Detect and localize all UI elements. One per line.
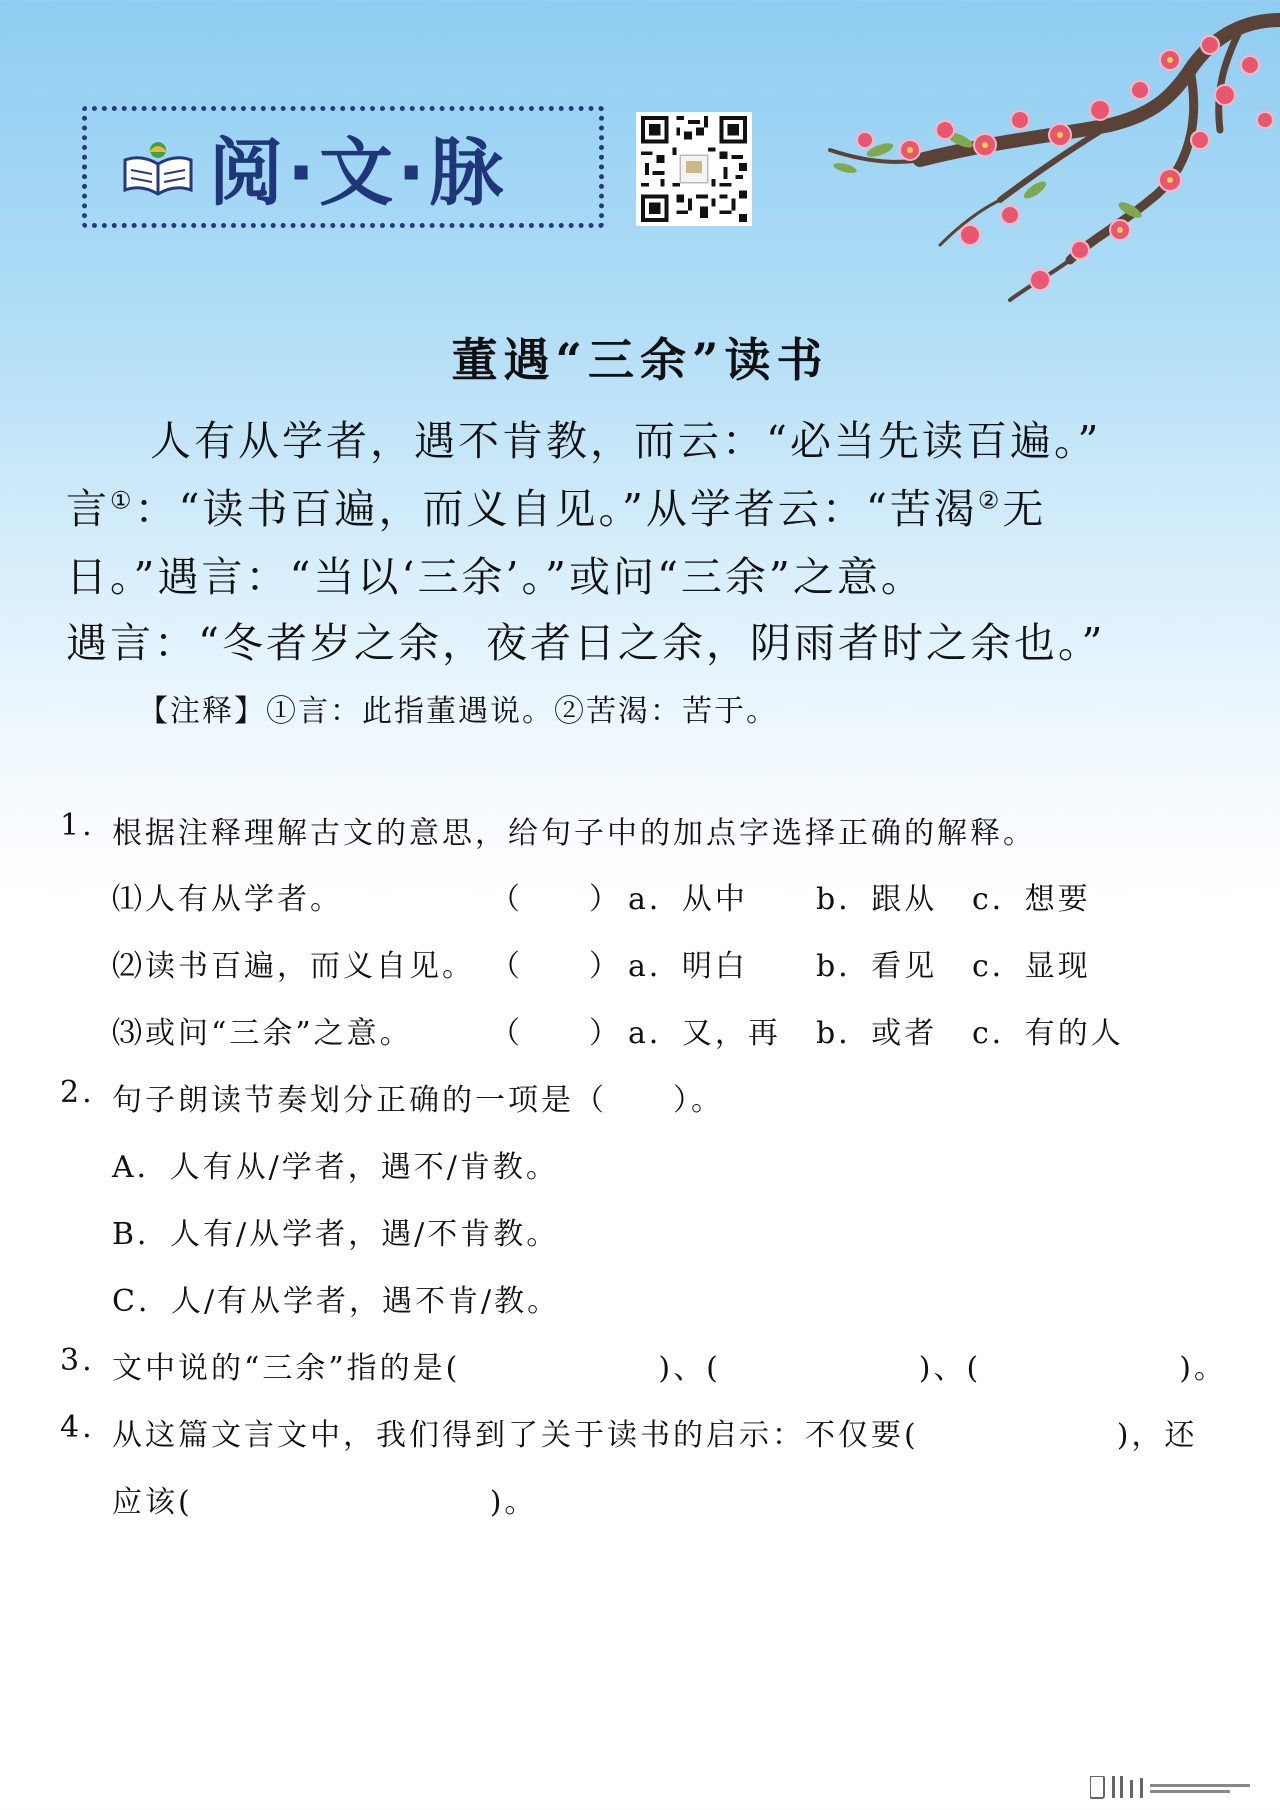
article-title: 董遇“三余”读书 <box>451 333 829 387</box>
qr-code[interactable] <box>636 112 752 226</box>
q2-option[interactable]: C．人/有从学者，遇不肯/教。 <box>112 1284 561 1319</box>
annotation-note: 【注释】①言：此指董遇说。②苦渴：苦于。 <box>138 694 778 729</box>
q1-option-b: b．看见 <box>816 949 938 984</box>
question-2-number: 2. <box>60 1075 95 1110</box>
open-book-icon <box>121 138 195 196</box>
footnote-marker: ① <box>110 486 135 515</box>
q1-option-c: c．想要 <box>972 882 1091 917</box>
question-4-number: 4. <box>60 1410 95 1445</box>
question-1-number: 1. <box>60 808 95 843</box>
plum-blossom-branch-illustration <box>770 0 1280 330</box>
watermark-mark <box>1090 1776 1258 1800</box>
brand-logo-box <box>82 106 604 228</box>
passage-line: 言①：“读书百遍，而义自见。”从学者云：“苦渴②无 <box>66 485 1047 533</box>
q1-option-b: b．或者 <box>816 1016 938 1051</box>
q1-item-label: ⑵读书百遍，而义自见。 <box>112 949 475 984</box>
question-3-text[interactable]: 文中说的“三余”指的是( )、( )、( )。 <box>112 1351 1227 1386</box>
q1-item-label: ⑴人有从学者。 <box>112 882 343 917</box>
question-4-text-cont[interactable]: 应该( )。 <box>112 1485 538 1520</box>
q2-option[interactable]: A．人有从/学者，遇不/肯教。 <box>112 1150 559 1185</box>
q1-item-label: ⑶或问“三余”之意。 <box>112 1016 413 1051</box>
question-1-text: 根据注释理解古文的意思，给句子中的加点字选择正确的解释。 <box>112 816 1036 851</box>
question-3-number: 3. <box>60 1343 95 1378</box>
question-2-text: 句子朗读节奏划分正确的一项是（ ）。 <box>112 1083 724 1118</box>
q1-option-c: c．有的人 <box>972 1016 1124 1051</box>
q1-option-a: a．从中 <box>628 882 748 917</box>
question-4-text[interactable]: 从这篇文言文中，我们得到了关于读书的启示：不仅要( )，还 <box>112 1418 1198 1453</box>
q1-answer-paren[interactable]: （ ） <box>490 882 622 917</box>
q1-answer-paren[interactable]: （ ） <box>490 949 622 984</box>
q1-option-c: c．显现 <box>972 949 1091 984</box>
q1-option-a: a．又，再 <box>628 1016 781 1051</box>
q1-option-a: a．明白 <box>628 949 748 984</box>
footnote-marker: ② <box>977 486 1003 515</box>
passage-line: 人有从学者，遇不肯教，而云：“必当先读百遍。” <box>150 417 1102 465</box>
q1-option-b: b．跟从 <box>816 882 938 917</box>
passage-line: 日。”遇言：“当以‘三余’。”或问“三余”之意。 <box>66 553 925 601</box>
brand-title: 阅·文·脉 <box>209 130 508 216</box>
q1-answer-paren[interactable]: （ ） <box>490 1016 622 1051</box>
q2-option[interactable]: B．人有/从学者，遇/不肯教。 <box>112 1217 560 1252</box>
passage-line: 遇言：“冬者岁之余，夜者日之余，阴雨者时之余也。” <box>66 619 1106 667</box>
